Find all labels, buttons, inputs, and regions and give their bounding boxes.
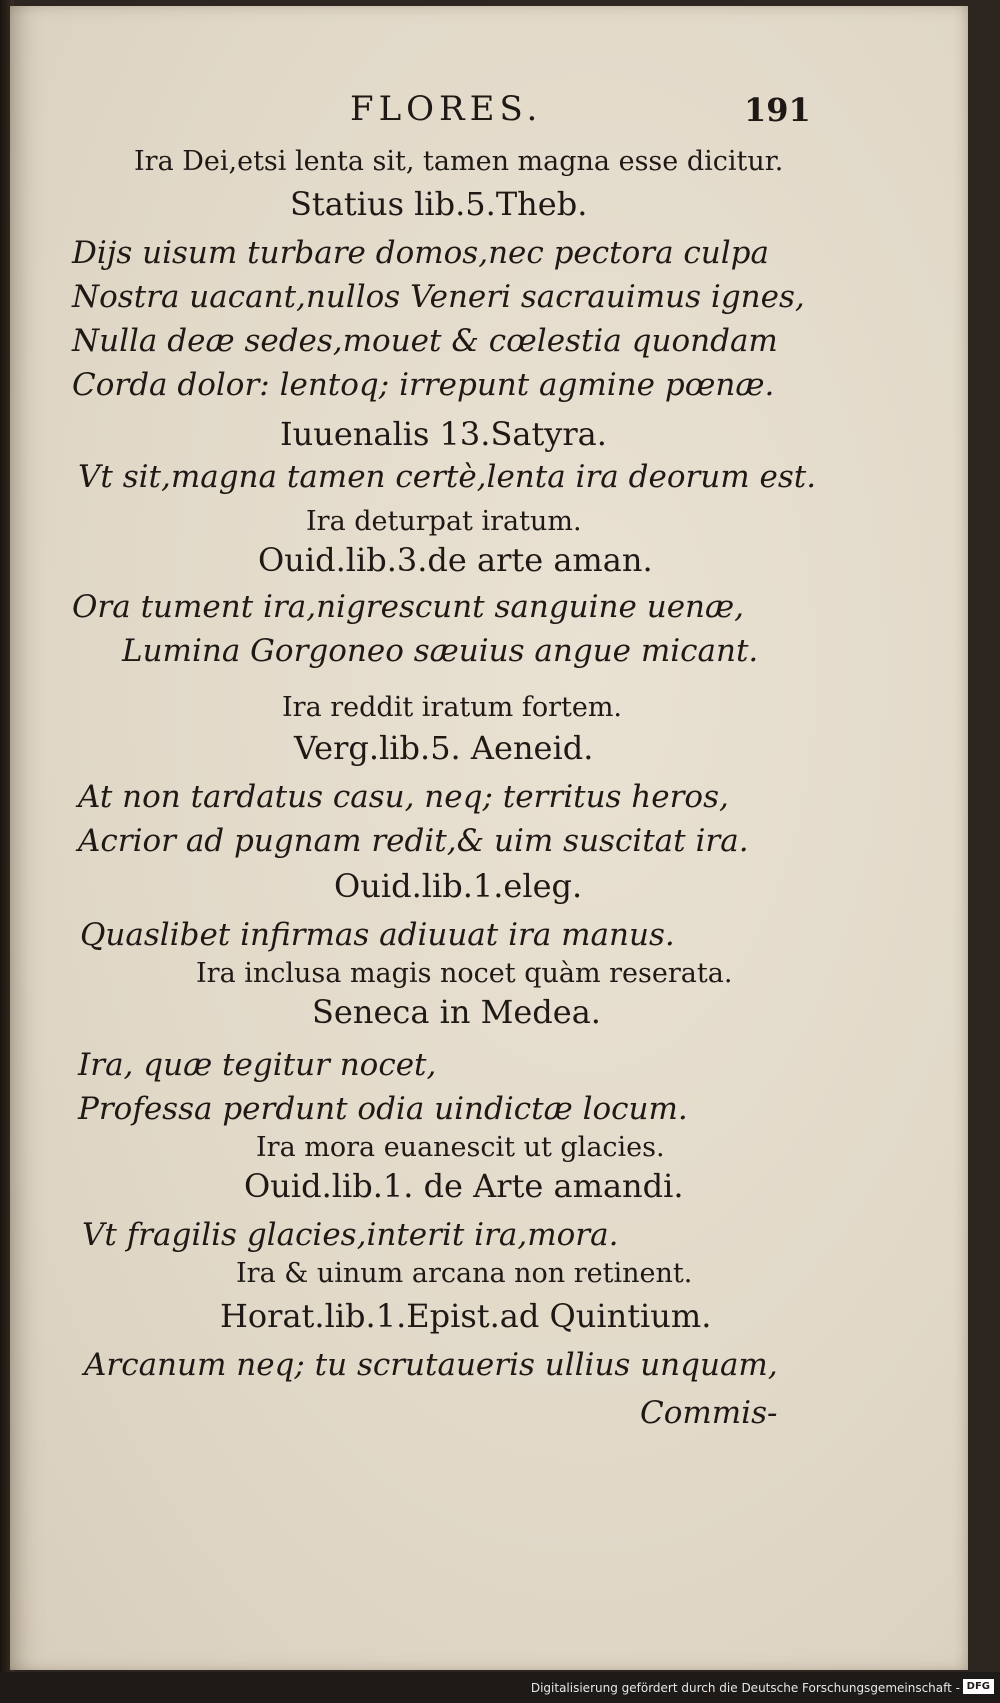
digitization-footer: [0, 1672, 1000, 1703]
text-line: Verg.lib.5. Aeneid.: [294, 729, 594, 767]
dfg-logo: DFG: [963, 1679, 994, 1694]
text-line: Ira, quæ tegitur nocet,: [78, 1047, 437, 1083]
text-line: Ouid.lib.3.de arte aman.: [258, 541, 653, 579]
text-line: Statius lib.5.Theb.: [290, 185, 588, 223]
text-line: Ira & uinum arcana non retinent.: [236, 1258, 693, 1289]
text-line: Quaslibet infirmas adiuuat ira manus.: [80, 917, 675, 953]
text-line: Vt sit,magna tamen certè,lenta ira deorum est.: [78, 459, 817, 495]
text-line: Iuuenalis 13.Satyra.: [280, 415, 607, 453]
text-line: Dijs uisum turbare domos,nec pectora culpa: [72, 235, 769, 271]
text-line: Seneca in Medea.: [312, 993, 601, 1031]
text-line: Ira reddit iratum fortem.: [282, 692, 623, 723]
folio-number: 191: [744, 91, 811, 129]
text-line: Ira mora euanescit ut glacies.: [256, 1132, 665, 1163]
text-line: Lumina Gorgoneo sæuius angue micant.: [122, 633, 759, 669]
catchword: Commis-: [640, 1395, 778, 1431]
text-line: Ouid.lib.1.eleg.: [334, 867, 583, 905]
text-line: Ira deturpat iratum.: [306, 506, 582, 537]
text-line: Vt fragilis glacies,interit ira,mora.: [82, 1217, 619, 1253]
text-line: Ira Dei,etsi lenta sit, tamen magna esse dicitur.: [134, 146, 784, 177]
text-line: Corda dolor: lentoq; irrepunt agmine pœnæ.: [72, 367, 775, 403]
text-line: Nulla deæ sedes,mouet & cœlestia quondam: [72, 323, 778, 359]
text-line: Professa perdunt odia uindictæ locum.: [78, 1091, 688, 1127]
text-line: Ora tument ira,nigrescunt sanguine uenæ,: [72, 589, 744, 625]
text-line: Ouid.lib.1. de Arte amandi.: [244, 1167, 684, 1205]
text-line: Horat.lib.1.Epist.ad Quintium.: [220, 1297, 712, 1335]
running-head: FLORES.: [350, 89, 543, 129]
text-line: At non tardatus casu, neq; territus heros,: [78, 779, 729, 815]
funding-credit: Digitalisierung gefördert durch die Deutsche Forschungsgemeinschaft -: [530, 1681, 960, 1695]
text-line: Nostra uacant,nullos Veneri sacrauimus ignes,: [72, 279, 805, 315]
text-line: Arcanum neq; tu scrutaueris ullius unquam,: [84, 1347, 778, 1383]
text-line: Ira inclusa magis nocet quàm reserata.: [196, 958, 733, 989]
text-line: Acrior ad pugnam redit,& uim suscitat ira.: [78, 823, 749, 859]
